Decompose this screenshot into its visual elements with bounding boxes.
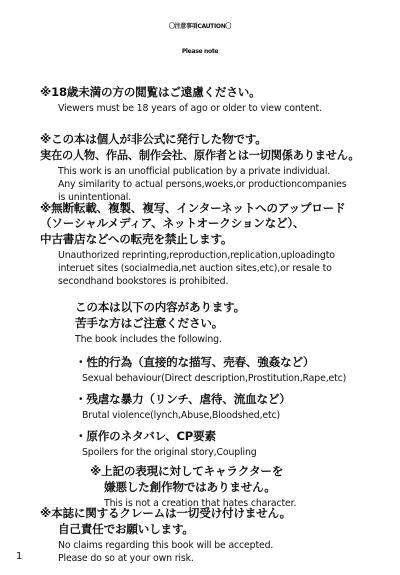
content-item-en: Brutal violence(lynch,Abuse,Bloodshed,etc): [82, 410, 281, 421]
contents-intro-jp-2: 苦手な方はご注意ください。: [75, 316, 224, 330]
reprint-notice-jp-3: 中古書店などへの転売を禁止します。: [40, 232, 233, 246]
reprint-notice-en-2: interuet sites (socialmedia,net auction sites,etc),or resale to: [58, 263, 332, 274]
unofficial-notice-en-3: is unintentional.: [58, 192, 132, 203]
claims-notice-en-1: No claims regarding this book will be accepted.: [58, 540, 274, 551]
claims-notice-en-2: Please do so at your own risk.: [58, 553, 194, 564]
content-item-jp: ・残虐な暴力（リンチ、虐待、流血など）: [75, 392, 291, 406]
contents-intro-jp-1: この本は以下の内容があります。: [75, 300, 245, 314]
unofficial-notice-en-1: This work is an unofficial publication by a private individual.: [58, 166, 331, 177]
unofficial-notice-en-2: Any similarity to actual persons,woeks,or productioncompanies: [58, 179, 347, 190]
claims-notice-jp-1: ※本誌に関するクレームは一切受け付けません。: [40, 506, 292, 520]
claims-notice-jp-2: 自己責任でお願いします。: [58, 522, 194, 536]
age-notice-jp: ※18歳未満の方の閲覧はご遠慮ください。: [40, 85, 261, 99]
hate-notice-jp-2: 嫌悪した創作物ではありません。: [104, 480, 276, 494]
unofficial-notice-jp-1: ※この本は個人が非公式に発行した物です。: [40, 132, 267, 146]
reprint-notice-en-3: secondhand bookstores is prohibited.: [58, 276, 229, 287]
reprint-notice-jp-2: （ソーシャルメディア、ネットオークションなど）、: [40, 216, 305, 230]
title-please-note: Please note: [181, 48, 219, 55]
age-notice-en: Viewers must be 18 years of ago or older to view content.: [58, 103, 322, 114]
content-item-en: Spoilers for the original story,Coupling: [82, 447, 257, 458]
page-number: 1: [16, 551, 23, 562]
hate-notice-jp-1: ※上記の表現に対してキャラクターを: [90, 464, 284, 478]
title-caution: 〇注意事項CAUTION〇: [168, 23, 232, 30]
hate-notice-en: This is not a creation that hates character.: [104, 498, 297, 509]
content-item-jp: ・原作のネタバレ、CP要素: [75, 429, 216, 443]
content-item-en: Sexual behaviour(Direct description,Prostitution,Rape,etc): [82, 373, 347, 384]
contents-intro-en: The book includes the following.: [75, 334, 222, 345]
reprint-notice-jp-1: ※無断転載、複製、複写、インターネットへのアップロード: [40, 201, 346, 215]
unofficial-notice-jp-2: 実在の人物、作品、制作会社、原作者とは一切関係ありません。: [40, 149, 360, 162]
reprint-notice-en-1: Unauthorized reprinting,reproduction,replication,uploadingto: [58, 250, 335, 261]
content-item-jp: ・性的行為（直接的な描写、売春、強姦など）: [75, 355, 315, 369]
